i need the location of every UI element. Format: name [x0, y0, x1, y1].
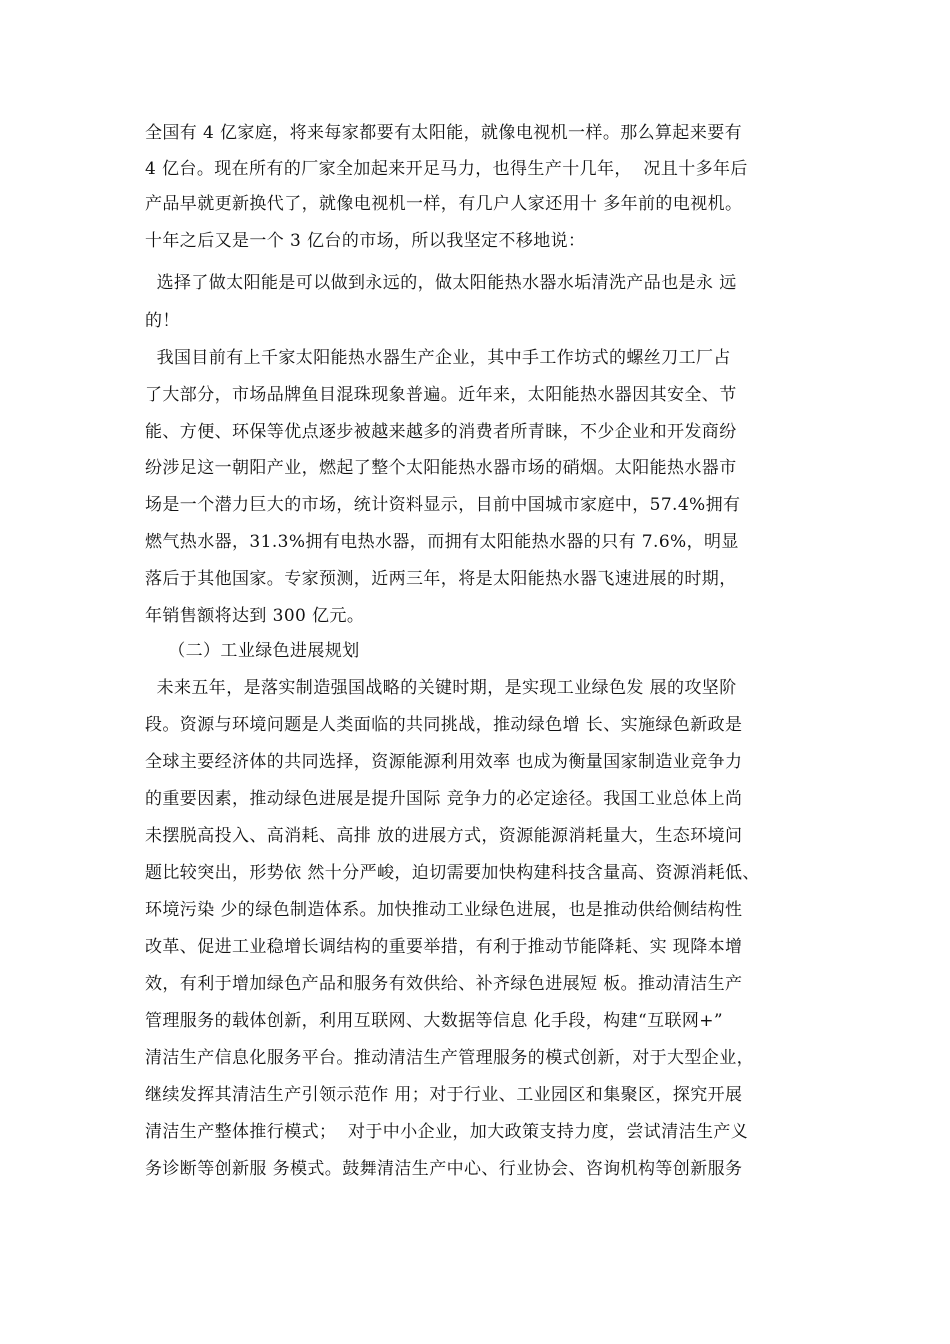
text-line: 管理服务的载体创新，利用互联网、大数据等信息 化手段，构建“互联网+”	[145, 1011, 724, 1031]
text-line: 继续发挥其清洁生产引领示范作 用；对于行业、工业园区和集聚区，探究开展	[145, 1085, 743, 1105]
text-line: 燃气热水器，31.3%拥有电热水器，而拥有太阳能热水器的只有 7.6%，明显	[145, 532, 739, 552]
text-line: 产品早就更新换代了，就像电视机一样，有几户人家还用十 多年前的电视机。	[145, 194, 743, 214]
text-line: 落后于其他国家。专家预测，近两三年，将是太阳能热水器飞速进展的时期，	[145, 569, 737, 589]
section-heading: （二）工业绿色进展规划	[145, 641, 360, 661]
text-line: 清洁生产整体推行模式； 对于中小企业，加大政策支持力度，尝试清洁生产义	[145, 1122, 749, 1142]
text-line: 全国有 4 亿家庭，将来每家都要有太阳能，就像电视机一样。那么算起来要有	[145, 123, 743, 143]
text-line: 十年之后又是一个 3 亿台的市场，所以我坚定不移地说：	[145, 231, 586, 251]
text-line: 段。资源与环境问题是人类面临的共同挑战，推动绿色增 长、实施绿色新政是	[145, 715, 743, 735]
text-line: 未摆脱高投入、高消耗、高排 放的进展方式，资源能源消耗量大，生态环境问	[145, 826, 743, 846]
text-line: 的重要因素，推动绿色进展是提升国际 竞争力的必定途径。我国工业总体上尚	[145, 789, 743, 809]
text-line: 效，有利于增加绿色产品和服务有效供给、补齐绿色进展短 板。推动清洁生产	[145, 974, 743, 994]
text-line: 年销售额将达到 300 亿元。	[145, 606, 365, 626]
text-line: 环境污染 少的绿色制造体系。加快推动工业绿色进展，也是推动供给侧结构性	[145, 900, 743, 920]
text-line: 能、方便、环保等优点逐步被越来越多的消费者所青睐，不少企业和开发商纷	[145, 422, 737, 442]
text-line: 了大部分，市场品牌鱼目混珠现象普遍。近年来，太阳能热水器因其安全、节	[145, 385, 737, 405]
text-line: 场是一个潜力巨大的市场，统计资料显示，目前中国城市家庭中，57.4%拥有	[145, 495, 741, 515]
text-line: 务诊断等创新服 务模式。鼓舞清洁生产中心、行业协会、咨询机构等创新服务	[145, 1159, 743, 1179]
text-line: 选择了做太阳能是可以做到永远的，做太阳能热水器水垢清洗产品也是永 远	[145, 273, 737, 293]
text-line: 的！	[145, 311, 180, 331]
text-line: 4 亿台。现在所有的厂家全加起来开足马力，也得生产十几年， 况且十多年后	[145, 159, 748, 179]
text-line: 题比较突出，形势依 然十分严峻，迫切需要加快构建科技含量高、资源消耗低、	[145, 863, 760, 883]
text-line: 未来五年，是落实制造强国战略的关键时期，是实现工业绿色发 展的攻坚阶	[145, 678, 737, 698]
text-line: 我国目前有上千家太阳能热水器生产企业，其中手工作坊式的螺丝刀工厂占	[145, 348, 731, 368]
text-line: 纷涉足这一朝阳产业，燃起了整个太阳能热水器市场的硝烟。太阳能热水器市	[145, 458, 737, 478]
text-line: 清洁生产信息化服务平台。推动清洁生产管理服务的模式创新，对于大型企业，	[145, 1048, 754, 1068]
text-line: 改革、促进工业稳增长调结构的重要举措，有利于推动节能降耗、实 现降本增	[145, 937, 743, 957]
text-line: 全球主要经济体的共同选择，资源能源利用效率 也成为衡量国家制造业竞争力	[145, 752, 743, 772]
